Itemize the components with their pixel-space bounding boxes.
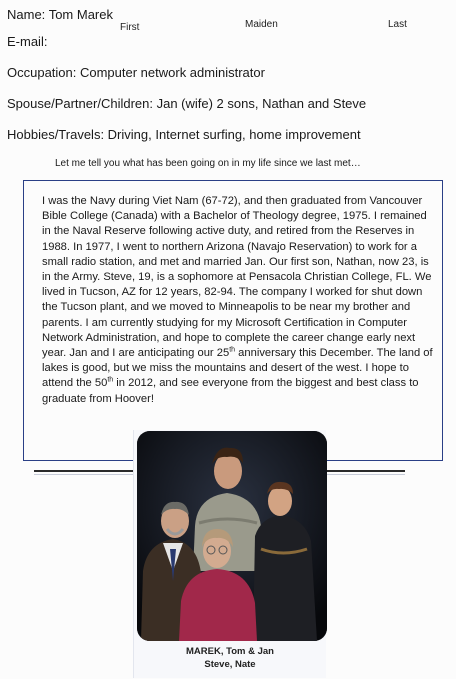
- story-text-part-3: in 2012, and see everyone from the biggest and best class to graduate from Hoover!: [42, 377, 419, 405]
- name-label: Name:: [7, 7, 46, 22]
- story-box: [23, 180, 443, 461]
- story-text-part-1: I was the Navy during Viet Nam (67-72), and then graduated from Vancouver Bible College (Canada) with a Bachelor of Theology degree, 1975. I remained in the Naval Reserve following active duty, and retired from the Reserves in 1988. In 1977, I went to northern Arizona (Navajo Reservation) to work for a small radio station, and met and married Jan. Our first son, Nathan, now 23, is in the Army. Steve, 19, is a sophomore at Pensacola Christian College, FL. We lived in Tucson, AZ for 12 years, 82-94. The company I worked for shut down the Tucson plant, and we moved to Minneapolis to be near my brother and parents. I am currently studying for my Microsoft Certification in Computer Network Administration, and hope to complete the career change early next year. Jan and I are anticipating our 25: [42, 195, 432, 360]
- email-label: E-mail:: [7, 34, 48, 49]
- intro-prompt: Let me tell you what has been going on in my life since we last met…: [55, 158, 361, 169]
- name-value: Tom Marek: [48, 7, 113, 22]
- story-superscript-1: th: [229, 346, 236, 354]
- photo-caption-children: Steve, Nate: [204, 659, 256, 670]
- photo-card: [133, 430, 326, 678]
- family-portrait-graphic: [137, 431, 327, 641]
- photo-caption-names: MAREK, Tom & Jan: [186, 646, 274, 657]
- occupation-line: Occupation: Computer network administrator: [7, 65, 265, 80]
- story-superscript-2: th: [107, 376, 114, 384]
- first-sublabel: First: [120, 22, 140, 33]
- maiden-sublabel: Maiden: [245, 19, 278, 30]
- family-photo: [137, 431, 327, 641]
- family-line: Spouse/Partner/Children: Jan (wife) 2 sons, Nathan and Steve: [7, 96, 367, 111]
- last-sublabel: Last: [388, 19, 407, 30]
- name-line: [7, 7, 113, 22]
- hobbies-line: Hobbies/Travels: Driving, Internet surfing, home improvement: [7, 127, 361, 142]
- story-text-part-2: anniversary this December. The land of lakes is good, but we miss the mountains and desert of the west. I hope to attend the 50: [42, 347, 433, 390]
